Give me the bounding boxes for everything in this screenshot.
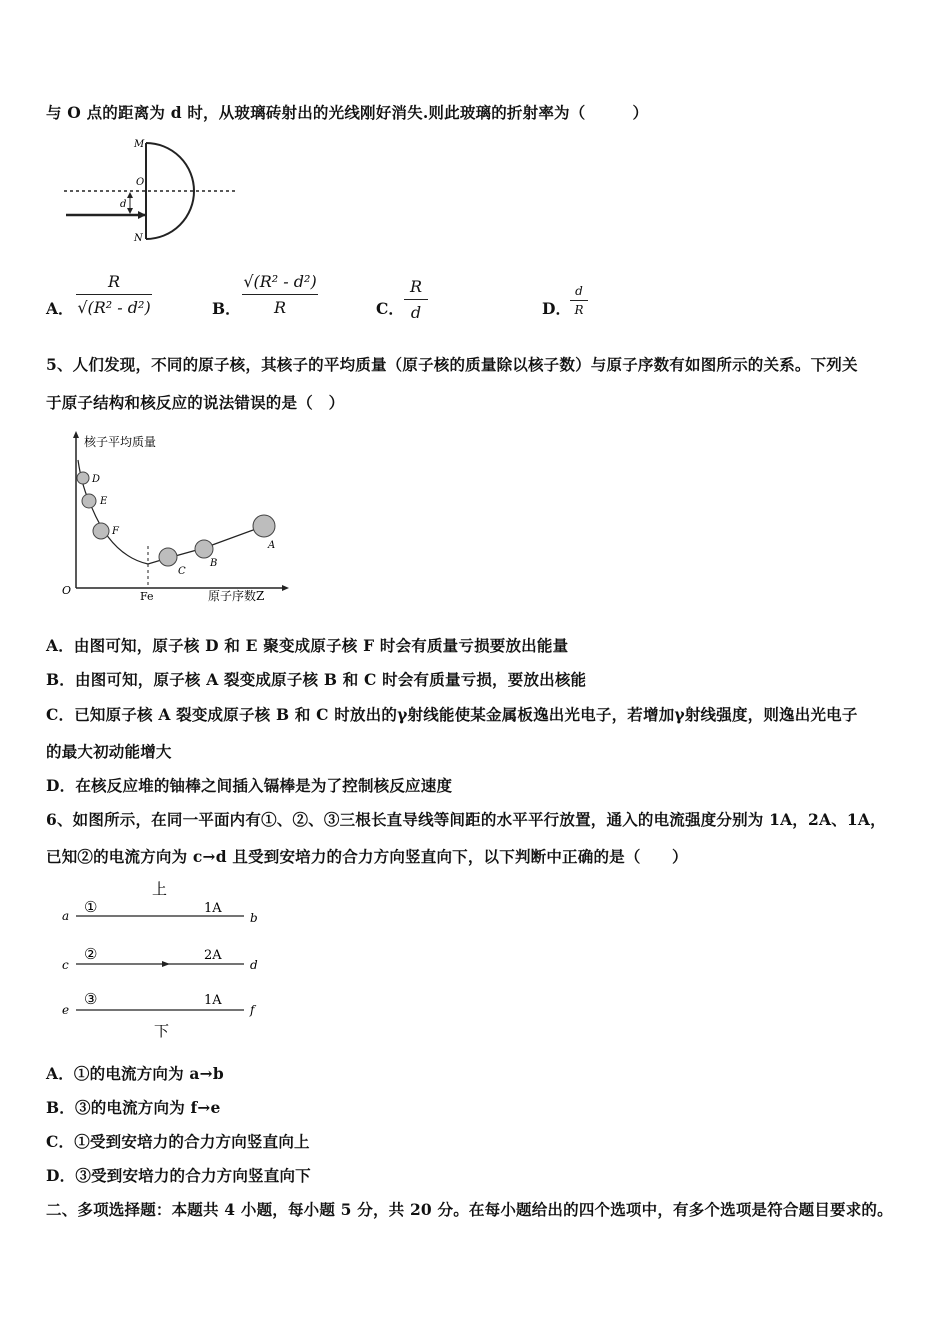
q4-option-a-num: R	[107, 272, 121, 291]
q5-option-d: D．在核反应堆的铀棒之间插入镉棒是为了控制核反应速度	[46, 776, 453, 795]
q4-stem-tail: 与 O 点的距离为 d 时，从玻璃砖射出的光线刚好消失.则此玻璃的折射率为（ ）	[46, 103, 649, 122]
q4-glass-figure	[62, 135, 242, 247]
q5-option-a: A．由图可知，原子核 D 和 E 聚变成原子核 F 时会有质量亏损要放出能量	[46, 636, 569, 655]
wire1-right-label: b	[250, 911, 258, 925]
q6-option-c: C．①受到安培力的合力方向竖直向上	[46, 1132, 310, 1151]
q5-option-b: B．由图可知，原子核 A 裂变成原子核 B 和 C 时会有质量亏损，要放出核能	[46, 670, 587, 689]
q6-stem-line1: 6、如图所示，在同一平面内有①、②、③三根长直导线等间距的水平平行放置，通入的电流强度分别为 1A，2A、1A，	[46, 810, 886, 829]
wire1-left-label: a	[62, 909, 70, 923]
label-top: 上	[152, 880, 168, 898]
q6-wires-figure	[56, 876, 276, 1042]
wire3-current: 1A	[204, 993, 222, 1008]
q4-option-d-letter: D．	[542, 299, 571, 318]
q4-option-c-letter: C．	[376, 299, 404, 318]
wire1-current: 1A	[204, 901, 222, 916]
q4-option-d-den: R	[574, 303, 584, 317]
q4-option-b-den: R	[273, 298, 287, 317]
q4-label-m: M	[134, 139, 145, 150]
wire2-left-label: c	[62, 958, 69, 972]
q4-option-a-letter: A．	[46, 299, 74, 318]
q4-option-d-num: d	[575, 284, 583, 298]
q4-option-a-fraction	[76, 272, 152, 317]
label-e: E	[100, 496, 108, 507]
q5-stem-line1: 5、人们发现，不同的原子核，其核子的平均质量（原子核的质量除以核子数）与原子序数有如图所示的关系。下列关	[46, 355, 858, 374]
q4-option-b-num: √(R² - d²)	[243, 272, 317, 291]
wire2-current: 2A	[204, 948, 222, 963]
chart-origin: O	[62, 584, 72, 597]
label-d: D	[92, 474, 101, 485]
label-bottom: 下	[154, 1022, 170, 1040]
q5-option-c-cont: 的最大初动能增大	[46, 742, 172, 761]
chart-xlabel: 原子序数Z	[208, 589, 265, 603]
label-c: C	[178, 566, 186, 577]
q6-option-b: B．③的电流方向为 f→e	[46, 1098, 221, 1117]
q5-option-c: C．已知原子核 A 裂变成原子核 B 和 C 时放出的γ射线能使某金属板逸出光电子，若增加γ射线强度，则逸出光电子	[46, 705, 858, 724]
point-b	[195, 540, 213, 558]
chart-fe-label: Fe	[140, 590, 154, 603]
wire2-right-label: d	[250, 958, 258, 972]
q4-option-c-den: d	[410, 303, 422, 322]
q4-option-a-den: √(R² - d²)	[77, 298, 151, 317]
q4-option-b-fraction	[242, 272, 318, 317]
q4-option-c-num: R	[409, 277, 423, 296]
label-f: F	[112, 526, 119, 537]
point-f	[93, 523, 109, 539]
q4-option-b-letter: B．	[212, 299, 241, 318]
point-d	[77, 472, 89, 484]
q5-stem-line2: 于原子结构和核反应的说法错误的是（ ）	[46, 393, 345, 412]
q4-option-c-fraction	[404, 277, 428, 322]
q6-option-d: D．③受到安培力的合力方向竖直向下	[46, 1166, 311, 1185]
point-c	[159, 548, 177, 566]
q6-option-a: A．①的电流方向为 a→b	[46, 1064, 224, 1083]
wire3-number: ③	[84, 990, 98, 1008]
q6-stem-line2: 已知②的电流方向为 c→d 且受到安培力的合力方向竖直向下，以下判断中正确的是（ ）	[46, 847, 688, 866]
q5-binding-chart	[56, 428, 296, 608]
wire1-number: ①	[84, 898, 98, 916]
wire2-number: ②	[84, 945, 98, 963]
q4-label-d: d	[120, 199, 127, 210]
q4-option-d-fraction	[570, 284, 588, 317]
wire3-right-label: f	[250, 1003, 255, 1017]
label-a: A	[268, 540, 276, 551]
section-2-heading: 二、多项选择题：本题共 4 小题，每小题 5 分，共 20 分。在每小题给出的四个选项中，有多个选项是符合题目要求的。	[46, 1200, 893, 1219]
q4-label-n: N	[134, 233, 143, 244]
q4-label-o: O	[136, 177, 145, 188]
point-e	[82, 494, 96, 508]
wire3-left-label: e	[62, 1003, 70, 1017]
point-a	[253, 515, 275, 537]
label-b: B	[210, 558, 218, 569]
chart-ylabel: 核子平均质量	[84, 435, 157, 449]
